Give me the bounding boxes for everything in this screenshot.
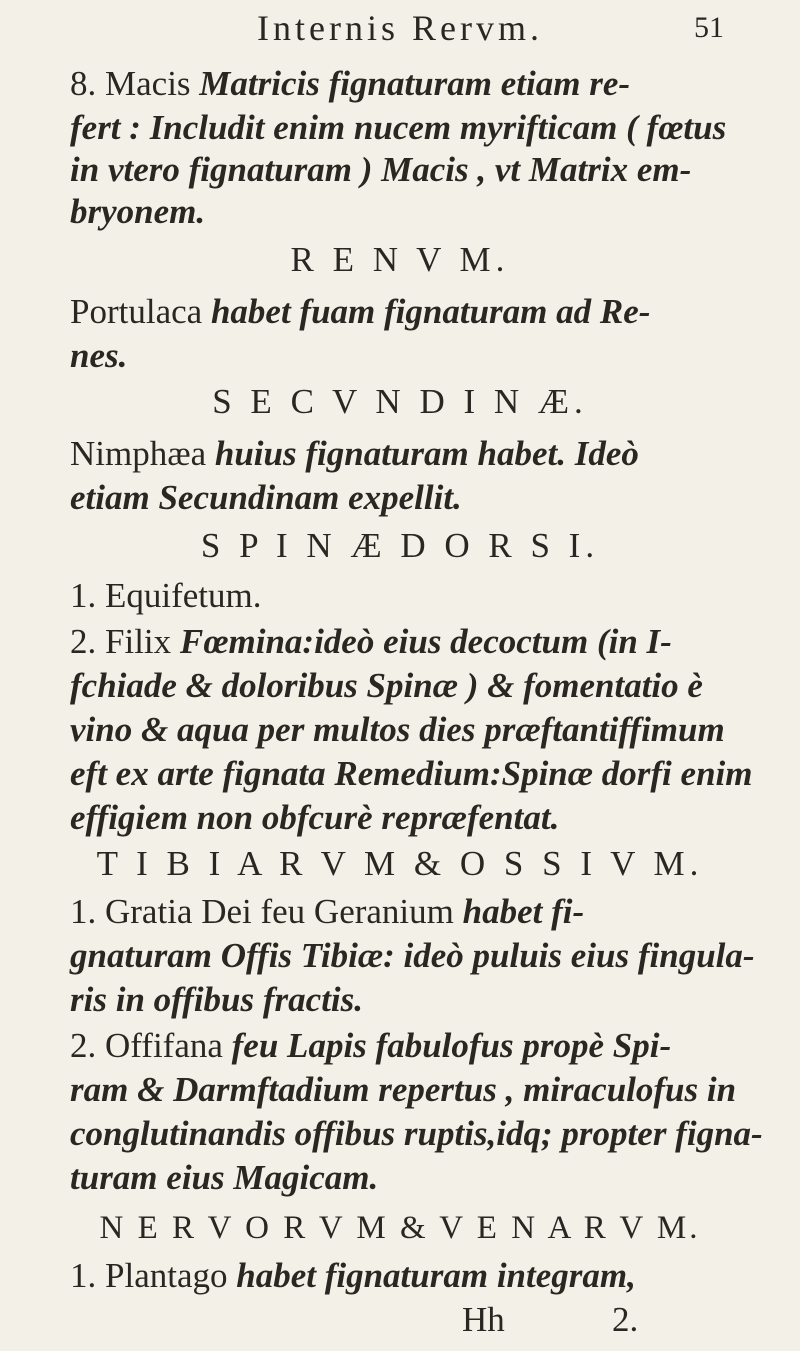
text-line: effigiem non obfcurè repræfentat. — [70, 798, 560, 837]
text-line: ris in offibus fractis. — [70, 980, 364, 1019]
text-line: 2. Filix Fœmina:ideò eius decoctum (in I- — [70, 622, 672, 661]
text-line: 8. Macis Matricis fignaturam etiam re- — [70, 64, 631, 103]
text-line: eft ex arte fignata Remedium:Spinæ dorfi enim — [70, 754, 753, 793]
running-header — [0, 6, 800, 50]
text-line: 1. Gratia Dei feu Geranium habet fi- — [70, 892, 585, 931]
text-line: vino & aqua per multos dies præftantiffimum — [70, 710, 725, 749]
catchword: 2. — [612, 1300, 639, 1339]
text-line: Nimphæa huius fignaturam habet. Ideò — [70, 434, 639, 473]
text-line: fert : Includit enim nucem myrifticam ( fœtus — [70, 108, 727, 147]
running-title: Internis Rervm. — [257, 8, 543, 48]
section-heading-secundinae: S E C V N D I N Æ. — [212, 382, 588, 421]
text-line: nes. — [70, 336, 128, 375]
section-heading-nervorum: N E R V O R V M & V E N A R V M. — [99, 1210, 701, 1246]
text-line: gnaturam Offis Tibiæ: ideò puluis eius fingula- — [70, 936, 755, 975]
text-line: 2. Offifana feu Lapis fabulofus propè Spi- — [70, 1026, 672, 1065]
text-line: ram & Darmftadium repertus , miraculofus in — [70, 1070, 737, 1109]
signature-mark: Hh — [462, 1300, 505, 1339]
section-heading-tibiarum: T I B I A R V M & O S S I V M. — [96, 844, 704, 883]
page-number: 51 — [694, 11, 724, 44]
text-line: bryonem. — [70, 192, 206, 231]
text-line: etiam Secundinam expellit. — [70, 478, 462, 517]
text-line: 1. Plantago habet fignaturam integram, — [70, 1256, 636, 1295]
section-heading-renum: R E N V M. — [290, 240, 510, 279]
text-line: turam eius Magicam. — [70, 1158, 379, 1197]
text-line: in vtero fignaturam ) Macis , vt Matrix em- — [70, 150, 692, 189]
section-heading-spinae-dorsi: S P I N Æ D O R S I. — [200, 526, 600, 565]
text-line: Portulaca habet fuam fignaturam ad Re- — [70, 292, 651, 331]
text-line: conglutinandis offibus ruptis,idq; propter figna- — [70, 1114, 763, 1153]
text-line: fchiade & doloribus Spinæ ) & fomentatio è — [70, 666, 703, 705]
text-line: 1. Equifetum. — [70, 576, 262, 615]
